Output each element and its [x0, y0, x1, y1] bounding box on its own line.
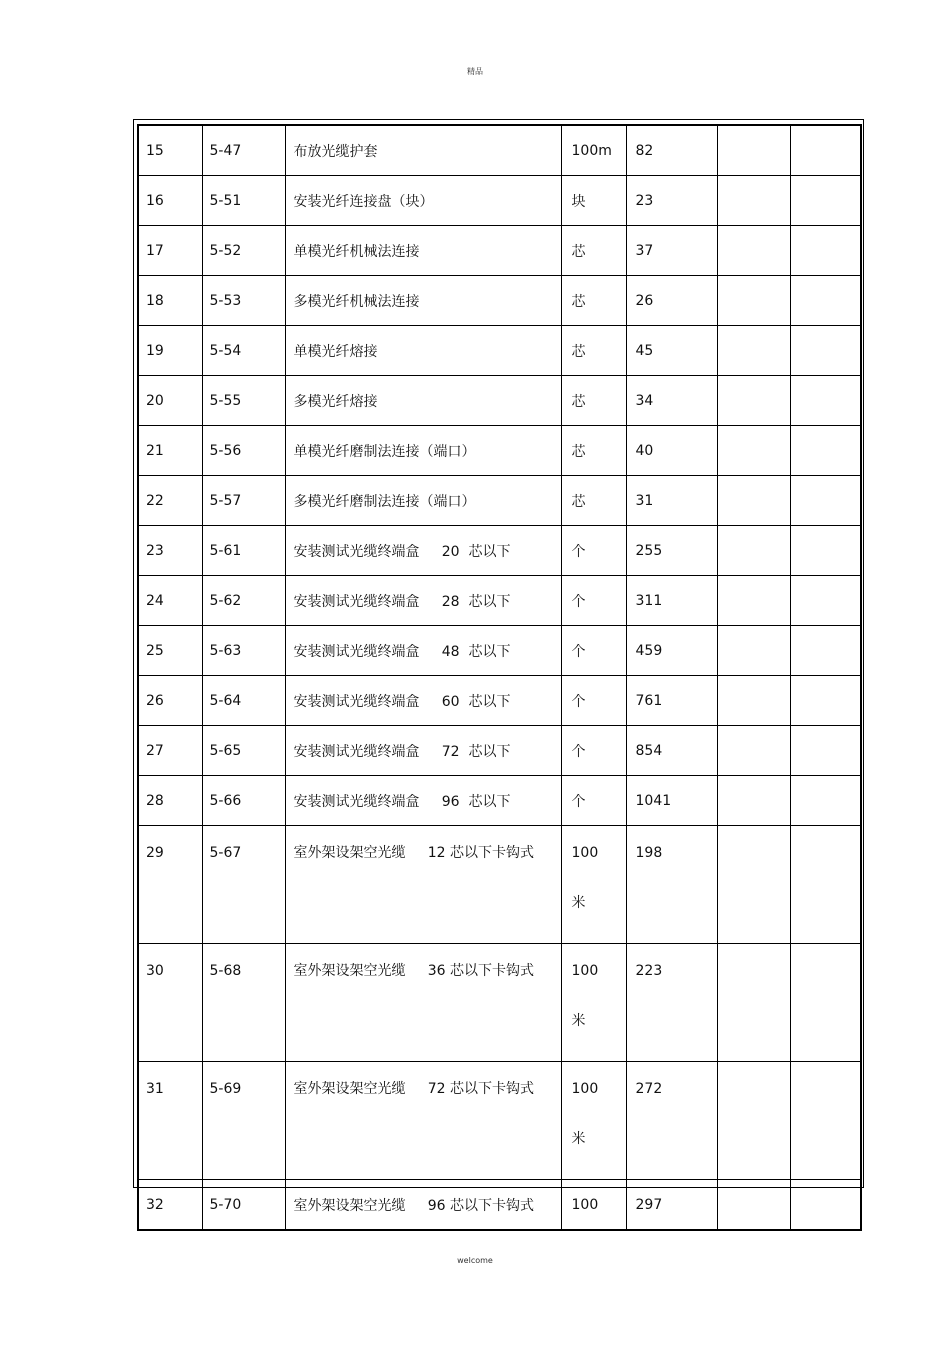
- quota-code-cell: [202, 1180, 285, 1231]
- price-cell: [626, 276, 717, 326]
- quota-table-body: [138, 125, 861, 1230]
- price-cell: [626, 476, 717, 526]
- quota-code-cell-text: 5-57: [209, 492, 242, 509]
- page-header-mark: 精品: [467, 67, 483, 76]
- row-number-cell-text: 20: [146, 392, 164, 409]
- item-name-cell: [285, 125, 561, 176]
- unit-cell-text: 个: [571, 593, 586, 610]
- price-cell-text: 223: [635, 963, 663, 979]
- quota-code-cell-text: 5-64: [209, 692, 242, 709]
- empty-cell: [717, 226, 790, 276]
- quota-code-cell-text: 5-52: [209, 242, 242, 259]
- unit-cell: [561, 176, 626, 226]
- table-row: [138, 326, 861, 376]
- unit-cell-text: 芯: [571, 343, 586, 360]
- table-row: [138, 476, 861, 526]
- item-name-cell-text: 安装测试光缆终端盒 60 芯以下: [293, 693, 511, 710]
- unit-cell-text: 100 米: [571, 1081, 599, 1147]
- unit-cell-text: 芯: [571, 393, 586, 410]
- empty-cell: [790, 176, 861, 226]
- empty-cell: [790, 125, 861, 176]
- row-number-cell: [138, 676, 202, 726]
- page-footer-mark: welcome: [457, 1256, 493, 1265]
- quota-code-cell: [202, 576, 285, 626]
- unit-cell: [561, 426, 626, 476]
- empty-cell: [790, 326, 861, 376]
- price-cell-text: 26: [635, 292, 654, 309]
- empty-cell: [790, 426, 861, 476]
- quota-code-cell-text: 5-53: [209, 292, 242, 309]
- empty-cell: [717, 426, 790, 476]
- empty-cell: [790, 526, 861, 576]
- quota-code-cell-text: 5-56: [209, 442, 242, 459]
- price-cell: [626, 426, 717, 476]
- item-name-cell: [285, 776, 561, 826]
- item-name-cell-text: 安装测试光缆终端盒 28 芯以下: [293, 593, 511, 610]
- unit-cell-text: 芯: [571, 493, 586, 510]
- quota-code-cell-text: 5-66: [209, 792, 242, 809]
- item-name-cell-text: 室外架设架空光缆 36 芯以下卡钩式: [293, 963, 535, 979]
- unit-cell-text: 个: [571, 693, 586, 710]
- empty-cell: [717, 526, 790, 576]
- quota-code-cell-text: 5-65: [209, 742, 242, 759]
- row-number-cell: [138, 626, 202, 676]
- price-cell: [626, 626, 717, 676]
- price-cell-text: 854: [635, 742, 663, 759]
- price-cell: [626, 726, 717, 776]
- item-name-cell: [285, 276, 561, 326]
- empty-cell: [717, 626, 790, 676]
- row-number-cell: [138, 326, 202, 376]
- unit-cell-text: 芯: [571, 443, 586, 460]
- quota-code-cell: [202, 626, 285, 676]
- price-cell-text: 459: [635, 642, 663, 659]
- row-number-cell: [138, 276, 202, 326]
- empty-cell: [717, 176, 790, 226]
- table-row: [138, 826, 861, 944]
- empty-cell: [790, 276, 861, 326]
- quota-code-cell: [202, 376, 285, 426]
- price-cell: [626, 576, 717, 626]
- price-cell-text: 1041: [635, 792, 672, 809]
- row-number-cell: [138, 944, 202, 1062]
- unit-cell-text: 芯: [571, 243, 586, 260]
- table-row: [138, 944, 861, 1062]
- price-cell-text: 761: [635, 692, 663, 709]
- empty-cell: [717, 376, 790, 426]
- row-number-cell: [138, 526, 202, 576]
- row-number-cell: [138, 1062, 202, 1180]
- quota-code-cell: [202, 526, 285, 576]
- table-row: [138, 526, 861, 576]
- row-number-cell: [138, 176, 202, 226]
- price-cell-text: 272: [635, 1081, 663, 1097]
- row-number-cell-text: 28: [146, 792, 164, 809]
- empty-cell: [790, 726, 861, 776]
- price-cell-text: 297: [635, 1196, 663, 1213]
- quota-code-cell: [202, 326, 285, 376]
- row-number-cell-text: 25: [146, 642, 164, 659]
- quota-code-cell: [202, 676, 285, 726]
- item-name-cell: [285, 726, 561, 776]
- row-number-cell-text: 21: [146, 442, 164, 459]
- unit-cell-text: 个: [571, 743, 586, 760]
- quota-code-cell-text: 5-68: [209, 963, 242, 979]
- row-number-cell: [138, 576, 202, 626]
- item-name-cell-text: 单模光纤熔接: [293, 343, 378, 360]
- item-name-cell-text: 布放光缆护套: [293, 143, 378, 160]
- unit-cell: [561, 676, 626, 726]
- item-name-cell: [285, 826, 561, 944]
- quota-code-cell: [202, 476, 285, 526]
- price-cell-text: 255: [635, 542, 663, 559]
- quota-code-cell-text: 5-51: [209, 192, 242, 209]
- empty-cell: [717, 476, 790, 526]
- price-cell: [626, 826, 717, 944]
- unit-cell-text: 100 米: [571, 845, 599, 911]
- unit-cell-text: 个: [571, 543, 586, 560]
- item-name-cell: [285, 676, 561, 726]
- row-number-cell: [138, 125, 202, 176]
- table-row: [138, 726, 861, 776]
- item-name-cell: [285, 226, 561, 276]
- unit-cell: [561, 1180, 626, 1231]
- price-cell-text: 198: [635, 845, 663, 861]
- quota-code-cell: [202, 276, 285, 326]
- unit-cell: [561, 826, 626, 944]
- quota-code-cell: [202, 125, 285, 176]
- table-row: [138, 125, 861, 176]
- quota-code-cell: [202, 176, 285, 226]
- item-name-cell: [285, 326, 561, 376]
- quota-code-cell-text: 5-55: [209, 392, 242, 409]
- table-row: [138, 676, 861, 726]
- quota-code-cell: [202, 226, 285, 276]
- row-number-cell-text: 22: [146, 492, 164, 509]
- unit-cell-text: 个: [571, 793, 586, 810]
- quota-code-cell-text: 5-61: [209, 542, 242, 559]
- quota-code-cell: [202, 944, 285, 1062]
- row-number-cell: [138, 826, 202, 944]
- price-cell: [626, 776, 717, 826]
- row-number-cell-text: 23: [146, 542, 164, 559]
- empty-cell: [790, 626, 861, 676]
- row-number-cell: [138, 726, 202, 776]
- price-cell-text: 45: [635, 342, 654, 359]
- empty-cell: [717, 1180, 790, 1231]
- quota-code-cell: [202, 426, 285, 476]
- quota-code-cell: [202, 776, 285, 826]
- unit-cell: [561, 1062, 626, 1180]
- row-number-cell: [138, 476, 202, 526]
- price-cell: [626, 376, 717, 426]
- item-name-cell-text: 单模光纤磨制法连接（端口）: [293, 443, 476, 460]
- table-row: [138, 776, 861, 826]
- price-cell: [626, 1062, 717, 1180]
- empty-cell: [790, 776, 861, 826]
- quota-code-cell-text: 5-47: [209, 142, 242, 159]
- price-cell-text: 82: [635, 142, 654, 159]
- row-number-cell: [138, 1180, 202, 1231]
- price-cell: [626, 125, 717, 176]
- item-name-cell-text: 安装测试光缆终端盒 48 芯以下: [293, 643, 511, 660]
- table-row: [138, 576, 861, 626]
- unit-cell: [561, 276, 626, 326]
- price-cell: [626, 676, 717, 726]
- price-cell-text: 311: [635, 592, 663, 609]
- price-cell: [626, 176, 717, 226]
- empty-cell: [717, 326, 790, 376]
- unit-cell: [561, 476, 626, 526]
- unit-cell: [561, 376, 626, 426]
- unit-cell-text: 芯: [571, 293, 586, 310]
- row-number-cell-text: 30: [146, 963, 164, 979]
- unit-cell: [561, 576, 626, 626]
- item-name-cell-text: 室外架设架空光缆 12 芯以下卡钩式: [293, 845, 535, 861]
- table-row: [138, 176, 861, 226]
- unit-cell: [561, 944, 626, 1062]
- row-number-cell-text: 19: [146, 342, 164, 359]
- item-name-cell: [285, 576, 561, 626]
- table-row: [138, 226, 861, 276]
- row-number-cell-text: 17: [146, 242, 164, 259]
- empty-cell: [790, 1180, 861, 1231]
- quota-code-cell-text: 5-63: [209, 642, 242, 659]
- empty-cell: [717, 944, 790, 1062]
- empty-cell: [790, 1062, 861, 1180]
- item-name-cell-text: 安装测试光缆终端盒 20 芯以下: [293, 543, 511, 560]
- item-name-cell: [285, 176, 561, 226]
- unit-cell: [561, 226, 626, 276]
- unit-cell: [561, 326, 626, 376]
- row-number-cell-text: 32: [146, 1196, 164, 1213]
- row-number-cell: [138, 226, 202, 276]
- empty-cell: [717, 276, 790, 326]
- empty-cell: [717, 125, 790, 176]
- empty-cell: [717, 1062, 790, 1180]
- table-row: [138, 426, 861, 476]
- price-cell-text: 34: [635, 392, 654, 409]
- empty-cell: [790, 576, 861, 626]
- unit-cell: [561, 626, 626, 676]
- empty-cell: [717, 576, 790, 626]
- row-number-cell-text: 29: [146, 845, 164, 861]
- price-cell: [626, 944, 717, 1062]
- price-cell-text: 23: [635, 192, 654, 209]
- item-name-cell: [285, 1180, 561, 1231]
- row-number-cell-text: 31: [146, 1081, 164, 1097]
- empty-cell: [790, 676, 861, 726]
- empty-cell: [717, 676, 790, 726]
- table-row: [138, 1180, 861, 1231]
- item-name-cell: [285, 944, 561, 1062]
- item-name-cell-text: 多模光纤机械法连接: [293, 293, 420, 310]
- quota-code-cell-text: 5-62: [209, 592, 242, 609]
- item-name-cell: [285, 1062, 561, 1180]
- item-name-cell-text: 安装测试光缆终端盒 96 芯以下: [293, 793, 511, 810]
- quota-code-cell: [202, 726, 285, 776]
- unit-cell: [561, 526, 626, 576]
- empty-cell: [790, 944, 861, 1062]
- empty-cell: [790, 376, 861, 426]
- item-name-cell: [285, 626, 561, 676]
- unit-cell: [561, 726, 626, 776]
- row-number-cell-text: 16: [146, 192, 164, 209]
- row-number-cell-text: 26: [146, 692, 164, 709]
- quota-code-cell-text: 5-67: [209, 845, 242, 861]
- item-name-cell: [285, 526, 561, 576]
- item-name-cell: [285, 426, 561, 476]
- empty-cell: [790, 226, 861, 276]
- item-name-cell-text: 安装测试光缆终端盒 72 芯以下: [293, 743, 511, 760]
- item-name-cell: [285, 476, 561, 526]
- unit-cell-text: 块: [571, 193, 586, 210]
- item-name-cell-text: 安装光纤连接盘（块）: [293, 193, 434, 210]
- item-name-cell-text: 单模光纤机械法连接: [293, 243, 420, 260]
- item-name-cell: [285, 376, 561, 426]
- price-cell-text: 31: [635, 492, 654, 509]
- empty-cell: [717, 776, 790, 826]
- price-cell-text: 37: [635, 242, 654, 259]
- row-number-cell-text: 15: [146, 142, 164, 159]
- unit-cell-text: 100 米: [571, 963, 599, 1029]
- table-row: [138, 1062, 861, 1180]
- empty-cell: [790, 476, 861, 526]
- price-cell-text: 40: [635, 442, 654, 459]
- table-row: [138, 276, 861, 326]
- item-name-cell-text: 多模光纤熔接: [293, 393, 378, 410]
- unit-cell: [561, 776, 626, 826]
- unit-cell-text: 个: [571, 643, 586, 660]
- empty-cell: [790, 826, 861, 944]
- unit-cell-text: 100: [571, 1196, 599, 1213]
- table-row: [138, 626, 861, 676]
- item-name-cell-text: 室外架设架空光缆 96 芯以下卡钩式: [293, 1197, 535, 1214]
- item-name-cell-text: 室外架设架空光缆 72 芯以下卡钩式: [293, 1081, 535, 1097]
- row-number-cell-text: 24: [146, 592, 164, 609]
- quota-code-cell-text: 5-54: [209, 342, 242, 359]
- row-number-cell: [138, 426, 202, 476]
- quota-code-cell-text: 5-69: [209, 1081, 242, 1097]
- table-row: [138, 376, 861, 426]
- row-number-cell-text: 18: [146, 292, 164, 309]
- price-cell: [626, 226, 717, 276]
- row-number-cell: [138, 376, 202, 426]
- quota-code-cell: [202, 1062, 285, 1180]
- quota-code-cell: [202, 826, 285, 944]
- row-number-cell-text: 27: [146, 742, 164, 759]
- empty-cell: [717, 826, 790, 944]
- unit-cell-text: 100m: [571, 142, 612, 159]
- empty-cell: [717, 726, 790, 776]
- row-number-cell: [138, 776, 202, 826]
- quota-code-cell-text: 5-70: [209, 1196, 242, 1213]
- price-cell: [626, 326, 717, 376]
- price-cell: [626, 526, 717, 576]
- quota-table: [137, 124, 862, 1231]
- item-name-cell-text: 多模光纤磨制法连接（端口）: [293, 493, 476, 510]
- price-cell: [626, 1180, 717, 1231]
- unit-cell: [561, 125, 626, 176]
